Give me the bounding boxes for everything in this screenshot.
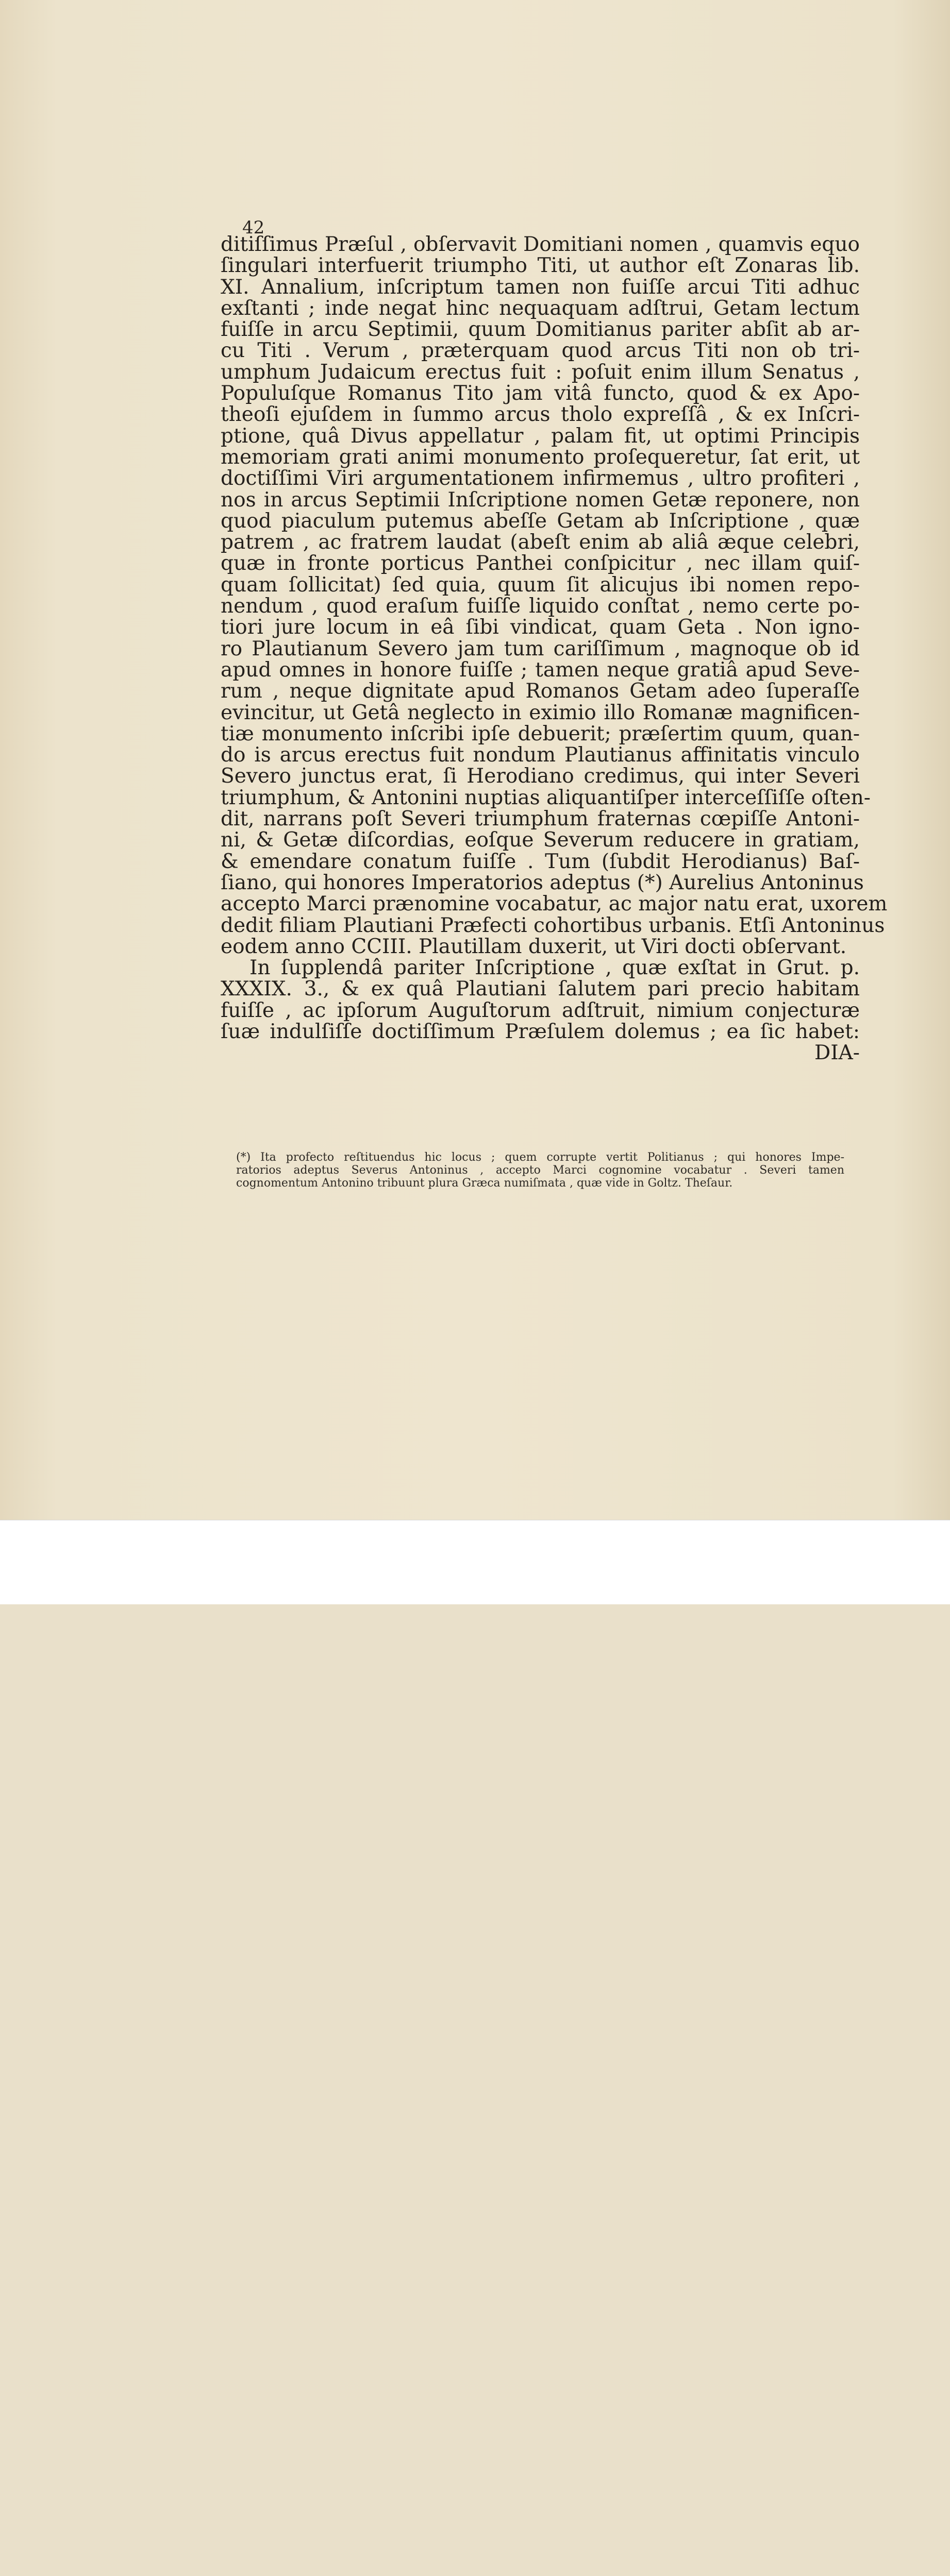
text-line: cu Titi . Verum , præterquam quod arcus Titi non ob tri- [221, 339, 860, 363]
text-line: ſiano, qui honores Imperatorios adeptus (*) Aurelius Antoninus [221, 871, 864, 894]
text-line: evincitur, ut Getâ neglecto in eximio illo Romanæ magnificen- [221, 701, 860, 724]
text-line: tiæ monumento inſcribi ipſe debuerit; præſertim quum, quan- [221, 722, 860, 745]
text-line: Severo junctus erat, ſi Herodiano credimus, qui inter Severi [221, 765, 860, 788]
text-line: Populuſque Romanus Tito jam vitâ functo, quod & ex Apo- [221, 382, 860, 405]
text-line: accepto Marci prænomine vocabatur, ac major natu erat, uxorem [221, 892, 888, 916]
text-line: fuiſſe in arcu Septimii, quum Domitianus pariter abſit ab ar- [221, 318, 860, 342]
text-line: In ſupplendâ pariter Inſcriptione , quæ exſtat in Grut. p. [249, 956, 860, 980]
text-line: ſuæ indulſiſſe doctiſſimum Præſulem dolemus ; ea ſic habet: [221, 1020, 860, 1043]
text-line: apud omnes in honore fuiſſe ; tamen neque gratiâ apud Seve- [221, 658, 860, 682]
text-line: do is arcus erectus fuit nondum Plautianus affinitatis vinculo [221, 743, 860, 767]
text-line: nos in arcus Septimii Inſcriptione nomen Getæ reponere, non [221, 488, 860, 512]
text-line: ptione, quâ Divus appellatur , palam fit, ut optimi Principis [221, 424, 860, 448]
catchword: DIA- [814, 1041, 860, 1065]
text-line: dit, narrans poſt Severi triumphum fraternas cœpiſſe Antoni- [221, 807, 860, 831]
text-line: ro Plautianum Severo jam tum cariſſimum , magnoque ob id [221, 637, 860, 660]
text-line: XI. Annalium, inſcriptum tamen non fuiſſe arcui Titi adhuc [221, 275, 860, 299]
text-line: ſingulari interfuerit triumpho Titi, ut author eſt Zonaras lib. [221, 254, 860, 278]
text-line: patrem , ac fratrem laudat (abeſt enim ab aliâ æque celebri, [221, 531, 860, 554]
footnote-line: cognomentum Antonino tribuunt plura Græca numiſmata , quæ vide in Goltz. Theſaur. [236, 1177, 733, 1190]
footnote [236, 1151, 844, 1190]
text-line: memoriam grati animi monumento proſequeretur, ſat erit, ut [221, 445, 860, 469]
text-line: dedit filiam Plautiani Præfecti cohortibus urbanis. Etſi Antoninus [221, 913, 885, 937]
text-line: ditiſſimus Præſul , obſervavit Domitiani nomen , quamvis equo [221, 233, 860, 256]
text-line: nendum , quod eraſum fuiſſe liquido conſtat , nemo certe po- [221, 595, 860, 618]
footnote-line: ratorios adeptus Severus Antoninus , accepto Marci cognomine vocabatur . Severi tamen [236, 1164, 844, 1177]
footnote-line: (*) Ita profecto reſtituendus hic locus ; quem corrupte vertit Politianus ; qui honores Impe- [236, 1151, 844, 1164]
text-line: ni, & Getæ diſcordias, eoſque Severum reducere in gratiam, [221, 828, 860, 852]
text-line: doctiſſimi Viri argumentationem infirmemus , ultro profiteri , [221, 467, 860, 490]
text-line: umphum Judaicum erectus fuit : poſuit enim illum Senatus , [221, 360, 860, 384]
text-line: triumphum, & Antonini nuptias aliquantiſper interceſſiſſe oſten- [221, 786, 871, 809]
text-line: quod piaculum putemus abeſſe Getam ab Inſcriptione , quæ [221, 509, 860, 533]
text-line: rum , neque dignitate apud Romanos Getam adeo ſuperaſſe [221, 680, 860, 703]
text-line: exſtanti ; inde negat hinc nequaquam adſtrui, Getam lectum [221, 296, 860, 320]
text-line: quæ in fronte porticus Panthei conſpicitur , nec illam quiſ- [221, 552, 860, 575]
text-line: & emendare conatum fuiſſe . Tum (ſubdit Herodianus) Baſ- [221, 850, 860, 873]
body-text [221, 233, 888, 1065]
viewer-footer [0, 1520, 950, 1604]
page-number: 42 [242, 217, 265, 238]
text-line: fuiſſe , ac ipſorum Auguſtorum adſtruit, nimium conjecturæ [221, 998, 860, 1022]
text-line: quam ſollicitat) ſed quia, quum ſit alicujus ibi nomen repo- [221, 573, 860, 597]
text-line: tiori jure locum in eâ ſibi vindicat, quam Geta . Non igno- [221, 616, 860, 639]
text-line: XXXIX. 3., & ex quâ Plautiani ſalutem pari precio habitam [221, 977, 860, 1001]
text-line: theoſi ejuſdem in ſummo arcus tholo expreſſâ , & ex Inſcri- [221, 403, 860, 427]
text-line: eodem anno CCIII. Plautillam duxerit, ut Viri docti obſervant. [221, 935, 847, 958]
